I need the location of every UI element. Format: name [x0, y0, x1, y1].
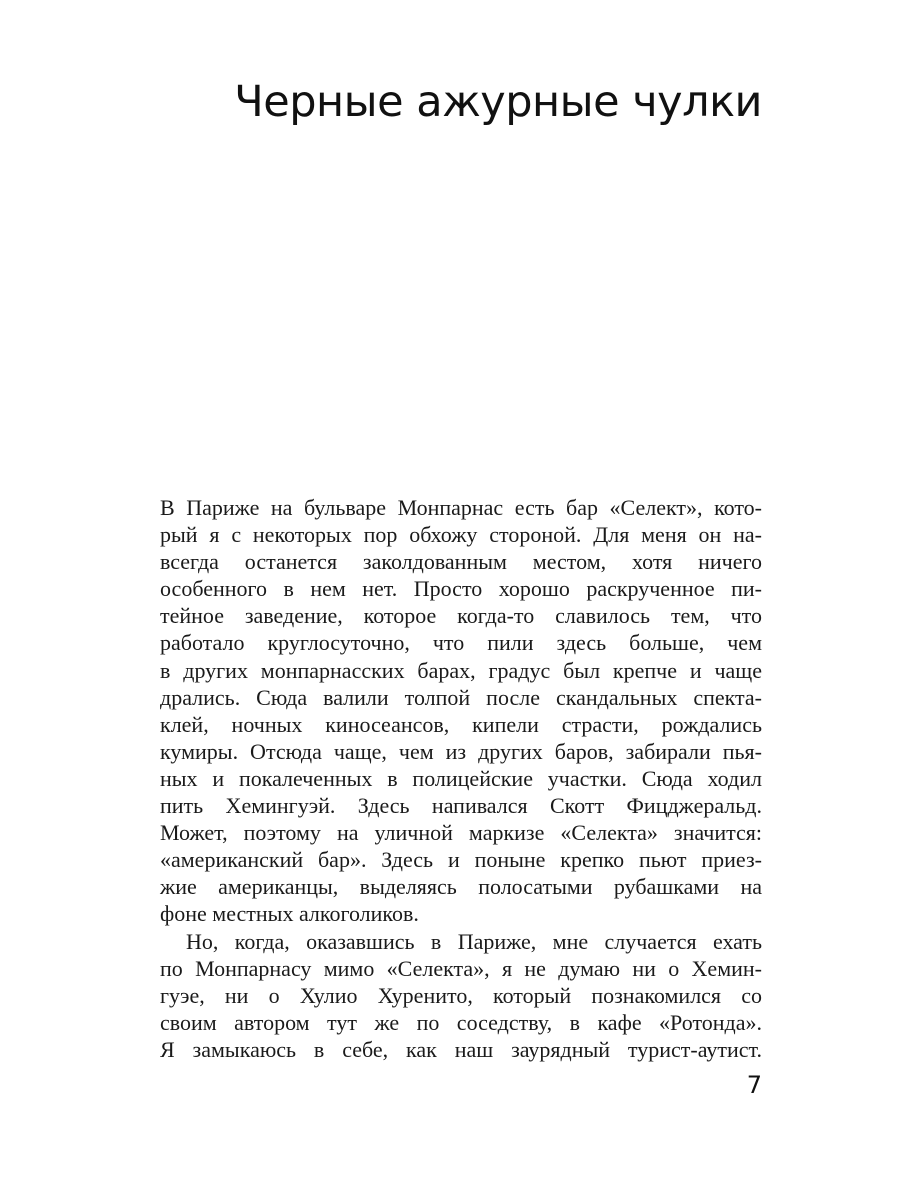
- text-line: гуэе, ни о Хулио Хуренито, который познакомился со: [160, 982, 762, 1008]
- text-line: В Париже на бульваре Монпарнас есть бар «Селект», кото-: [160, 495, 762, 520]
- text-line: тейное заведение, которое когда-то славилось тем, что: [160, 603, 762, 629]
- text-line: ных и покалеченных в полицейские участки. Сюда ходил: [160, 765, 762, 791]
- text-line: жие американцы, выделяясь полосатыми рубашками на: [160, 874, 762, 900]
- body-text: [160, 494, 762, 1063]
- paragraph-1: [160, 494, 762, 928]
- text-line: клей, ночных киносеансов, кипели страсти, рождались: [160, 711, 762, 737]
- text-line: Но, когда, оказавшись в Париже, мне случается ехать: [186, 928, 762, 954]
- text-line: в других монпарнасских барах, градус был крепче и чаще: [160, 657, 762, 683]
- paragraph-2: [160, 928, 762, 1063]
- chapter-title: Черные ажурные чулки: [234, 77, 762, 127]
- text-line: Я замыкаюсь в себе, как наш заурядный турист-аутист.: [160, 1036, 762, 1062]
- text-line: рый я с некоторых пор обхожу стороной. Для меня он на-: [160, 522, 762, 548]
- text-line: дрались. Сюда валили толпой после скандальных спекта-: [160, 684, 762, 710]
- text-line: работало круглосуточно, что пили здесь больше, чем: [160, 630, 762, 656]
- text-line: пить Хемингуэй. Здесь напивался Скотт Фицджеральд.: [160, 793, 762, 819]
- text-line: всегда останется заколдованным местом, хотя ничего: [160, 549, 762, 575]
- text-line: Может, поэтому на уличной маркизе «Селекта» значится:: [160, 820, 762, 846]
- text-line: «американский бар». Здесь и поныне крепко пьют приез-: [160, 847, 762, 873]
- text-line: своим автором тут же по соседству, в кафе «Ротонда».: [160, 1009, 762, 1035]
- text-line: кумиры. Отсюда чаще, чем из других баров, забирали пья-: [160, 738, 762, 764]
- text-line: фоне местных алкоголиков.: [160, 901, 419, 927]
- text-line: особенного в нем нет. Просто хорошо раскрученное пи-: [160, 576, 762, 602]
- page-number: 7: [746, 1071, 762, 1099]
- text-line: по Монпарнасу мимо «Селекта», я не думаю ни о Хемин-: [160, 955, 762, 981]
